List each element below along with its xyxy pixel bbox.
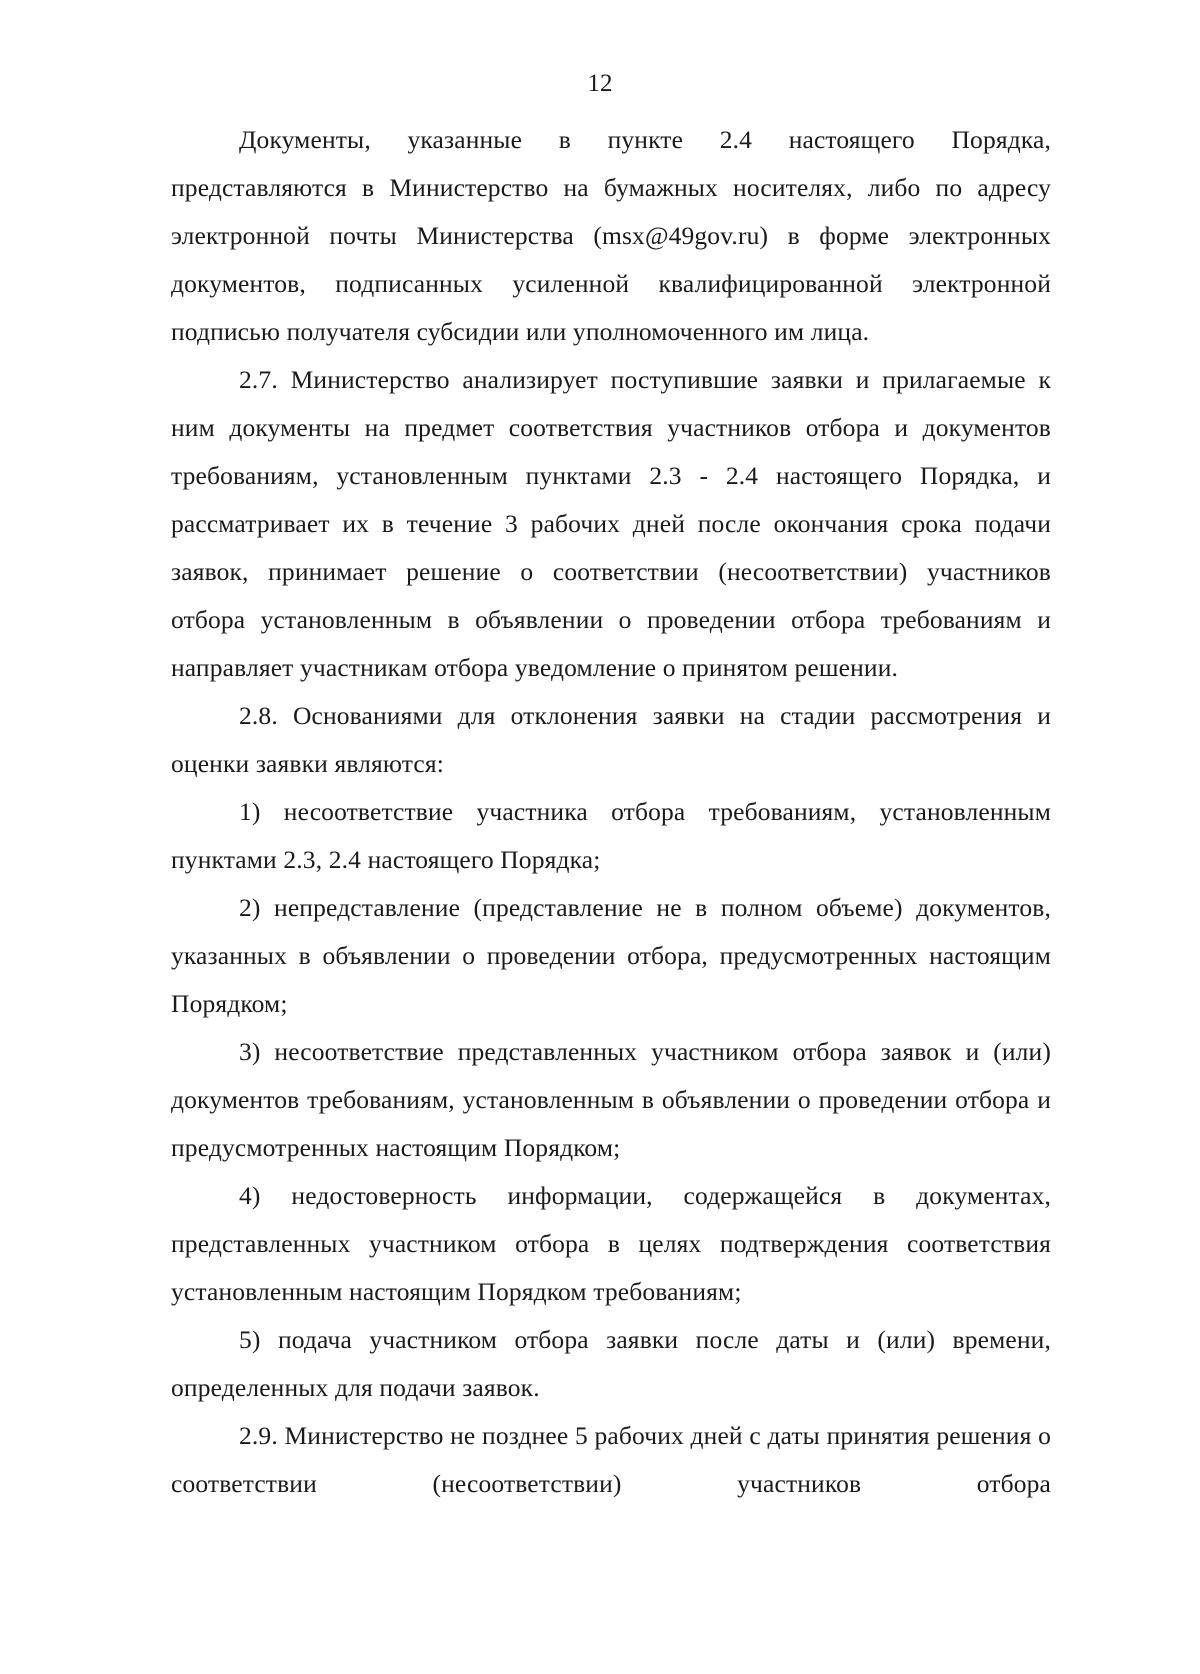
paragraph-2-9: 2.9. Министерство не позднее 5 рабочих дней с даты принятия решения о соответствии (несоответствии) участников отбора [171, 1421, 1051, 1498]
list-item-4: 4) недостоверность информации, содержащейся в документах, представленных участником отбора в целях подтверждения соответствия установленным настоящим Порядком требованиям; [171, 1181, 1051, 1306]
document-body [171, 116, 1051, 1508]
list-item-1: 1) несоответствие участника отбора требованиям, установленным пунктами 2.3, 2.4 настоящего Порядка; [171, 797, 1051, 874]
paragraph-2-8: 2.8. Основаниями для отклонения заявки на стадии рассмотрения и оценки заявки являются: [171, 701, 1051, 778]
paragraph-documents-submission: Документы, указанные в пункте 2.4 настоящего Порядка, представляются в Министерство на бумажных носителях, либо по адресу электронной почты Министерства (msx@49gov.ru) в форме электронных документов, подписанных усиленной квалифицированной электронной подписью получателя субсидии или уполномоченного им лица. [171, 125, 1051, 346]
list-item-2: 2) непредставление (представление не в полном объеме) документов, указанных в объявлении о проведении отбора, предусмотренных настоящим Порядком; [171, 893, 1051, 1018]
paragraph-2-7: 2.7. Министерство анализирует поступившие заявки и прилагаемые к ним документы на предмет соответствия участников отбора и документов требованиям, установленным пунктами 2.3 - 2.4 настоящего Порядка, и рассматривает их в течение 3 рабочих дней после окончания срока подачи заявок, принимает решение о соответствии (несоответствии) участников отбора установленным в объявлении о проведении отбора требованиям и направляет участникам отбора уведомление о принятом решении. [171, 365, 1051, 682]
list-item-3: 3) несоответствие представленных участником отбора заявок и (или) документов требованиям, установленным в объявлении о проведении отбора и предусмотренных настоящим Порядком; [171, 1037, 1051, 1162]
page-number: 12 [587, 70, 613, 97]
list-item-5: 5) подача участником отбора заявки после даты и (или) времени, определенных для подачи заявок. [171, 1325, 1051, 1402]
